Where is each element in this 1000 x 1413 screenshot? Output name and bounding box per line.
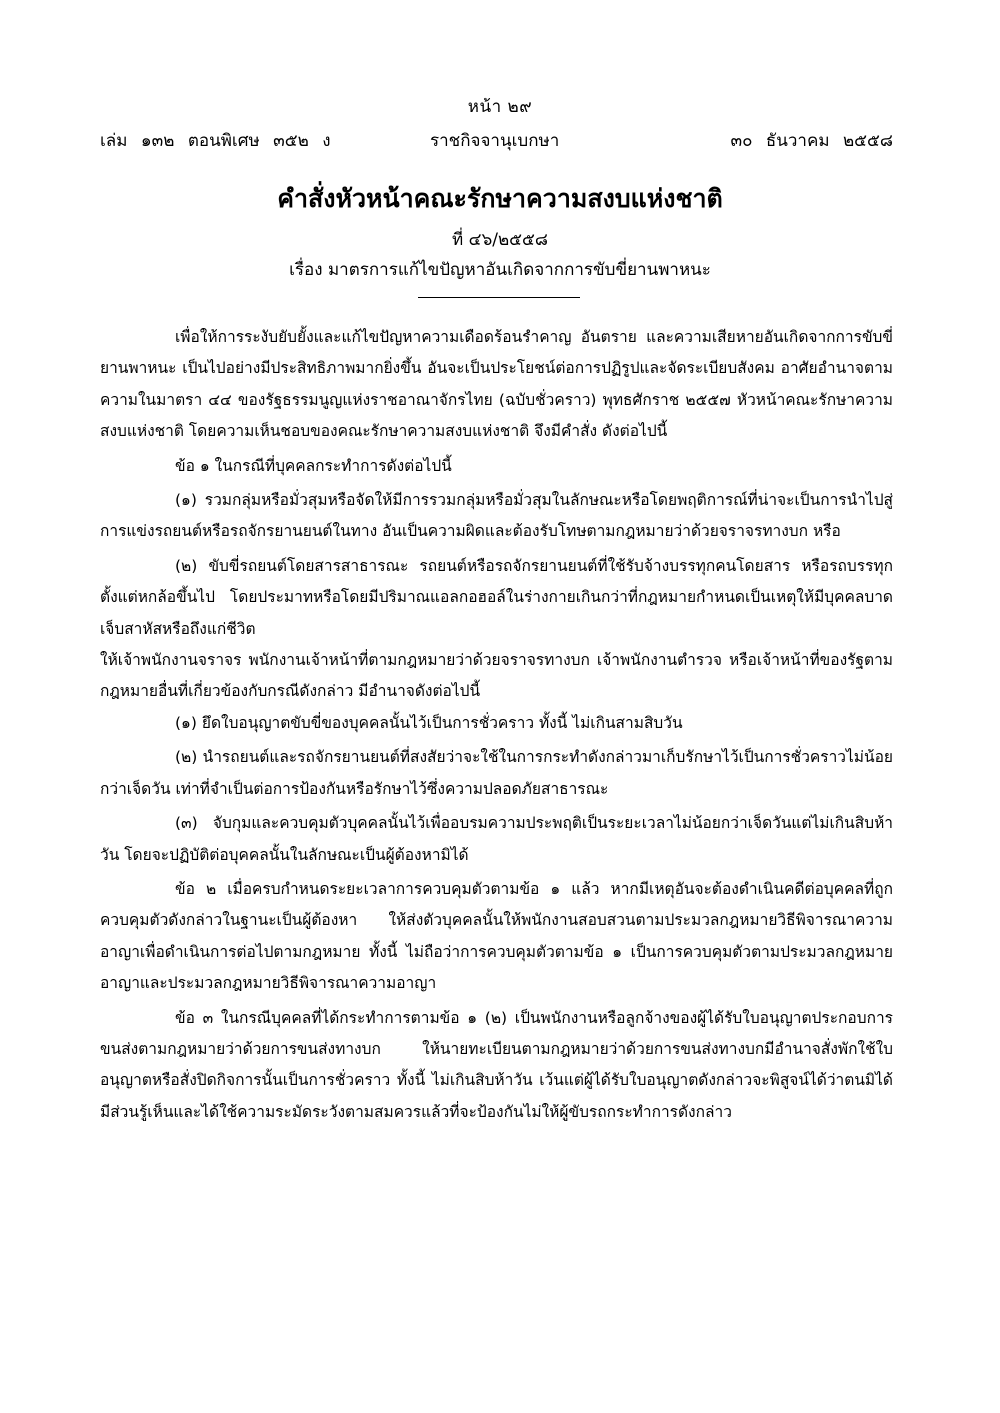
order-number: ที่ ๔๖/๒๕๕๘ <box>451 230 549 250</box>
clause-2: ข้อ ๒ เมื่อครบกำหนดระยะเวลาการควบคุมตัวตามข้อ ๑ แล้ว หากมีเหตุอันจะต้องดำเนินคดีต่อบุคคลที่ถูกควบคุมตัวดังกล่าวในฐานะเป็นผู้ต้องหา ให้ส่งตัวบุคคลนั้นให้พนักงานสอบสวนตามประมวลกฎหมายวิธีพิจารณาความอาญาเพื่อดำเนินการต่อไปตามกฎหมาย ทั้งนี้ ไม่ถือว่าการควบคุมตัวตามข้อ ๑ เป็นการควบคุมตัวตามประมวลกฎหมายอาญาและประมวลกฎหมายวิธีพิจารณาความอาญา <box>100 879 893 993</box>
clause-1-intro: ข้อ ๑ ในกรณีที่บุคคลกระทำการดังต่อไปนี้ <box>175 456 452 475</box>
clause-1-item-1: (๑) รวมกลุ่มหรือมั่วสุมหรือจัดให้มีการรวมกลุ่มหรือมั่วสุมในลักษณะหรือโดยพฤติการณ์ที่น่าจะเป็นการนำไปสู่การแข่งรถยนต์หรือรถจักรยานยนต์ในทาง อันเป็นความผิดและต้องรับโทษตามกฎหมายว่าด้วยจราจรทางบก หรือ <box>100 491 893 541</box>
power-3: (๓) จับกุมและควบคุมตัวบุคคลนั้นไว้เพื่ออบรมความประพฤติเป็นระยะเวลาไม่น้อยกว่าเจ็ดวันแต่ไม่เกินสิบห้าวัน โดยจะปฏิบัติต่อบุคคลนั้นในลักษณะเป็นผู้ต้องหามิได้ <box>100 814 893 864</box>
title-divider <box>418 297 580 298</box>
preamble-paragraph: เพื่อให้การระงับยับยั้งและแก้ไขปัญหาความเดือดร้อนรำคาญ อันตราย และความเสียหายอันเกิดจากการขับขี่ยานพาหนะ เป็นไปอย่างมีประสิทธิภาพมากยิ่งขึ้น อันจะเป็นประโยชน์ต่อการปฏิรูปและจัดระเบียบสังคม อาศัยอำนาจตามความในมาตรา ๔๔ ของรัฐธรรมนูญแห่งราชอาณาจักรไทย (ฉบับชั่วคราว) พุทธศักราช ๒๕๕๗ หัวหน้าคณะรักษาความสงบแห่งชาติ โดยความเห็นชอบของคณะรักษาความสงบแห่งชาติ จึงมีคำสั่ง ดังต่อไปนี้ <box>100 328 893 441</box>
power-1: (๑) ยึดใบอนุญาตขับขี่ของบุคคลนั้นไว้เป็นการชั่วคราว ทั้งนี้ ไม่เกินสามสิบวัน <box>175 713 683 732</box>
power-2: (๒) นำรถยนต์และรถจักรยานยนต์ที่สงสัยว่าจะใช้ในการกระทำดังกล่าวมาเก็บรักษาไว้เป็นการชั่วคราวไม่น้อยกว่าเจ็ดวัน เท่าที่จำเป็นต่อการป้องกันหรือรักษาไว้ซึ่งความปลอดภัยสาธารณะ <box>100 748 893 798</box>
clause-1-authority: ให้เจ้าพนักงานจราจร พนักงานเจ้าหน้าที่ตามกฎหมายว่าด้วยจราจรทางบก เจ้าพนักงานตำรวจ หรือเจ้าหน้าที่ของรัฐตามกฎหมายอื่นที่เกี่ยวข้องกับกรณีดังกล่าว มีอำนาจดังต่อไปนี้ <box>100 651 893 701</box>
page-number: หน้า ๒๙ <box>467 97 533 117</box>
publication-date: ๓๐ ธันวาคม ๒๕๕๘ <box>730 131 893 151</box>
gazette-name: ราชกิจจานุเบกษา <box>430 131 560 151</box>
order-subject: เรื่อง มาตรการแก้ไขปัญหาอันเกิดจากการขับขี่ยานพาหนะ <box>289 260 711 280</box>
document-title: คำสั่งหัวหน้าคณะรักษาความสงบแห่งชาติ <box>277 184 723 213</box>
clause-3: ข้อ ๓ ในกรณีบุคคลที่ได้กระทำการตามข้อ ๑ (๒) เป็นพนักงานหรือลูกจ้างของผู้ได้รับใบอนุญาตประกอบการขนส่งตามกฎหมายว่าด้วยการขนส่งทางบก ให้นายทะเบียนตามกฎหมายว่าด้วยการขนส่งทางบกมีอำนาจสั่งพักใช้ใบอนุญาตหรือสั่งปิดกิจการนั้นเป็นการชั่วคราว ทั้งนี้ ไม่เกินสิบห้าวัน เว้นแต่ผู้ได้รับใบอนุญาตดังกล่าวจะพิสูจน์ได้ว่าตนมิได้มีส่วนรู้เห็นและได้ใช้ความระมัดระวังตามสมควรแล้วที่จะป้องกันไม่ให้ผู้ขับรถกระทำการดังกล่าว <box>100 1008 893 1121</box>
volume-issue: เล่ม ๑๓๒ ตอนพิเศษ ๓๕๒ ง <box>100 131 331 151</box>
clause-1-item-2: (๒) ขับขี่รถยนต์โดยสารสาธารณะ รถยนต์หรือรถจักรยานยนต์ที่ใช้รับจ้างบรรทุกคนโดยสาร หรือรถบรรทุกตั้งแต่หกล้อขึ้นไป โดยประมาทหรือโดยมีปริมาณแอลกอฮอล์ในร่างกายเกินกว่าที่กฎหมายกำหนดเป็นเหตุให้มีบุคคลบาดเจ็บสาหัสหรือถึงแก่ชีวิต <box>100 556 893 638</box>
document-body <box>100 322 893 1128</box>
gazette-header-row <box>100 129 893 153</box>
